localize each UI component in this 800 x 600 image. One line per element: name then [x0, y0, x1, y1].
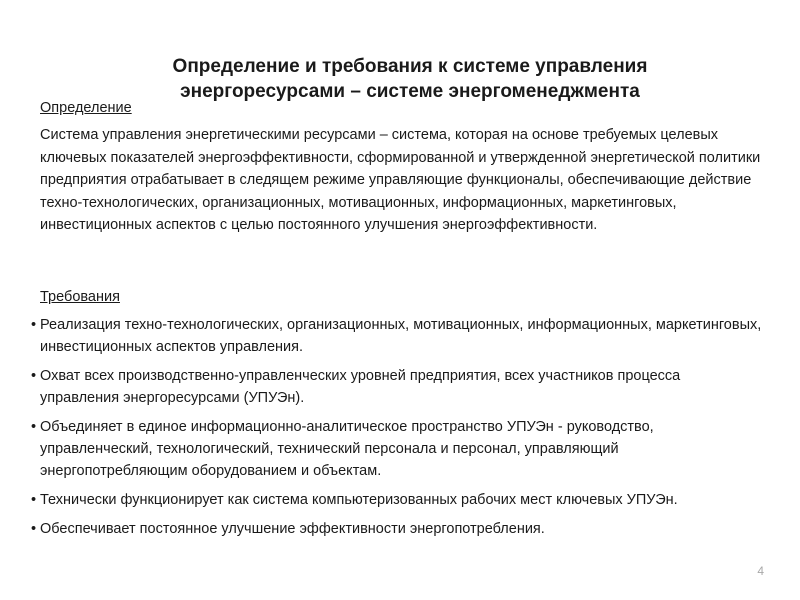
definition-heading: Определение: [40, 100, 132, 116]
requirement-item: [31, 416, 762, 482]
requirement-text: Объединяет в единое информационно-аналитическое пространство УПУЭн - руководство, управленческий, технологический, технический персонала и персонал, управляющий энергопотребляющим оборудованием и объектам.: [40, 419, 654, 479]
requirements-heading: Требования: [40, 289, 120, 305]
requirement-text: Технически функционирует как система компьютеризованных рабочих мест ключевых УПУЭн.: [40, 492, 678, 508]
bullet-icon: •: [31, 368, 37, 384]
requirement-text: Обеспечивает постоянное улучшение эффективности энергопотребления.: [40, 521, 545, 537]
slide-title: Определение и требования к системе управления энергоресурсами – системе энергоменеджмента: [172, 56, 648, 102]
bullet-icon: •: [31, 419, 37, 435]
definition-text: Система управления энергетическими ресурсами – система, которая на основе требуемых целевых ключевых показателей энергоэффективности, сформированной и утвержденной энергетической политики предприятия отрабатывает в следящем режиме управляющие функционалы, обеспечивающие действие техно-технологических, организационных, мотивационных, информационных, маркетинговых, инвестиционных аспектов с целью постоянного улучшения энергоэффективности.: [40, 127, 761, 233]
bullet-icon: •: [31, 317, 37, 333]
requirement-item: [31, 518, 762, 540]
requirement-text: Реализация техно-технологических, организационных, мотивационных, информационных, маркетинговых, инвестиционных аспектов управления.: [40, 317, 762, 355]
bullet-icon: •: [31, 521, 37, 537]
requirement-text: Охват всех производственно-управленческих уровней предприятия, всех участников процесса управления энергоресурсами (УПУЭн).: [40, 368, 681, 406]
requirements-list: [31, 314, 762, 547]
bullet-icon: •: [31, 492, 37, 508]
requirement-item: [31, 489, 762, 511]
page-number: 4: [757, 564, 764, 578]
requirement-item: [31, 365, 762, 409]
requirement-item: [31, 314, 762, 358]
